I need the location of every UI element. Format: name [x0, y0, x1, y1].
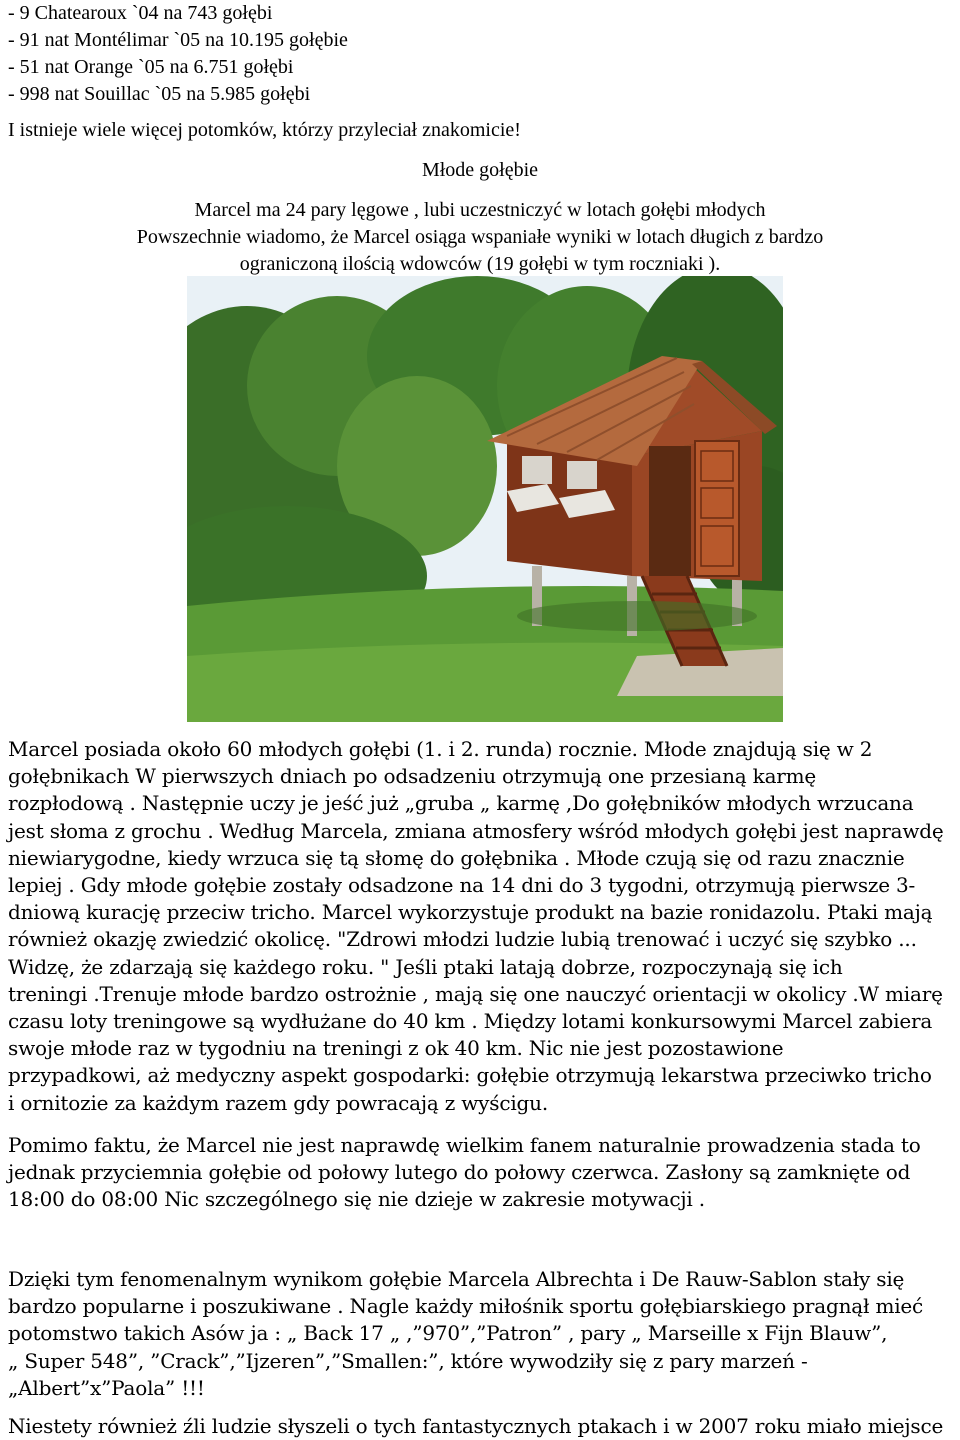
paragraph-line: potomstwo takich Asów ja : „ Back 17 „ ,”970”,”Patron” , pary „ Marseille x Fijn Blauw”, [8, 1321, 888, 1346]
race-results-list [8, 0, 348, 108]
section-heading [0, 157, 960, 184]
paragraph-line: rozpłodową . Następnie uczy je jeść już „gruba „ karmę ,Do gołębników młodych wrzucana [8, 791, 914, 816]
pigeon-loft-photo [187, 276, 783, 722]
paragraph-line: gołębnikach W pierwszych dniach po odsadzeniu otrzymują one przesianą karmę [8, 764, 817, 789]
summary-line: Powszechnie wiadomo, że Marcel osiąga wspaniałe wyniki w lotach długich z bardzo [136, 226, 824, 248]
paragraph-line: bardzo popularne i poszukiwane . Nagle każdy miłośnik sportu gołębiarskiego pragnął mieć [8, 1294, 924, 1319]
paragraph-line: treningi .Trenuje młode bardzo ostrożnie , mają się one nauczyć orientacji w okolicy .W miarę [8, 981, 943, 1006]
paragraph-popularity [8, 1266, 923, 1402]
paragraph-line: niewiarygodne, kiedy wrzuca się tą słomę do gołębnika . Młode czują się od razu znacznie [8, 845, 905, 870]
paragraph-line: Dzięki tym fenomenalnym wynikom gołębie Marcela Albrechta i De Rauw-Sablon stały się [8, 1267, 905, 1291]
paragraph-line: Widzę, że zdarzają się każdego roku. " Jeśli ptaki latają dobrze, rozpoczynają się ich [8, 954, 843, 979]
paragraph-line: Pomimo faktu, że Marcel nie jest naprawdę wielkim fanem naturalnie prowadzenia stada to [8, 1133, 921, 1157]
young-pigeons-summary [0, 197, 960, 278]
paragraph-line: przypadkowi, aż medyczny aspekt gospodarki: gołębie otrzymują lekarstwa przeciwko tricho [8, 1063, 932, 1088]
paragraph-line: Marcel posiada około 60 młodych gołębi (1. i 2. runda) rocznie. Młode znajdują się w 2 [8, 737, 873, 761]
paragraph-line: jednak przyciemnia gołębie od połowy lutego do połowy czerwca. Zasłony są zamknięte od [8, 1160, 911, 1185]
paragraph-line: również okazję zwiedzić okolicę. "Zdrowi młodzi ludzie lubią trenować i uczyć się szybko ... [8, 927, 917, 952]
paragraph-line: swoje młode raz w tygodniu na treningi z ok 40 km. Nic nie jest pozostawione [8, 1036, 784, 1061]
paragraph-line: Niestety również źli ludzie słyszeli o tych fantastycznych ptakach i w 2007 roku miało miejsce [8, 1414, 944, 1438]
paragraph-line: 18:00 do 08:00 Nic szczególnego się nie dzieje w zakresie motywacji . [8, 1187, 705, 1212]
paragraph-line: lepiej . Gdy młode gołębie zostały odsadzone na 14 dni do 3 tygodni, otrzymują pierwsze 3- [8, 873, 916, 898]
paragraph-line: i ornitozie za każdym razem gdy powracają z wyścigu. [8, 1090, 548, 1115]
paragraph-line: „ Super 548”, ”Crack”,”Ijzeren”,”Smallen:”, które wywodziły się z pary marzeń - [8, 1348, 808, 1373]
intro-line: I istnieje wiele więcej potomków, którzy przyleciał znakomicie! [8, 119, 521, 141]
result-line: - 998 nat Souillac `05 na 5.985 gołębi [8, 83, 311, 105]
paragraph-line: „Albert”x”Paola” !!! [8, 1375, 205, 1400]
paragraph-line: czasu loty treningowe są wydłużane do 40 km . Między lotami konkursowymi Marcel zabiera [8, 1009, 933, 1034]
heading-text: Młode gołębie [421, 159, 539, 181]
paragraph-darkening [8, 1132, 921, 1214]
paragraph-line: dniową kurację przeciw tricho. Marcel wykorzystuje produkt na bazie ronidazolu. Ptaki mają [8, 900, 933, 925]
result-line: - 51 nat Orange `05 na 6.751 gołębi [8, 56, 294, 78]
paragraph-young-pigeons [8, 736, 944, 1117]
summary-line: ograniczoną ilością wdowców (19 gołębi w tym roczniaki ). [239, 253, 721, 275]
paragraph-theft [8, 1413, 943, 1440]
paragraph-line: jest słoma z grochu . Według Marcela, zmiana atmosfery wśród młodych gołębi jest naprawdę [8, 818, 944, 843]
result-line: - 9 Chatearoux `04 na 743 gołębi [8, 2, 273, 24]
summary-line: Marcel ma 24 pary lęgowe , lubi uczestniczyć w lotach gołębi młodych [194, 199, 766, 221]
result-line: - 91 nat Montélimar `05 na 10.195 gołębie [8, 29, 348, 51]
